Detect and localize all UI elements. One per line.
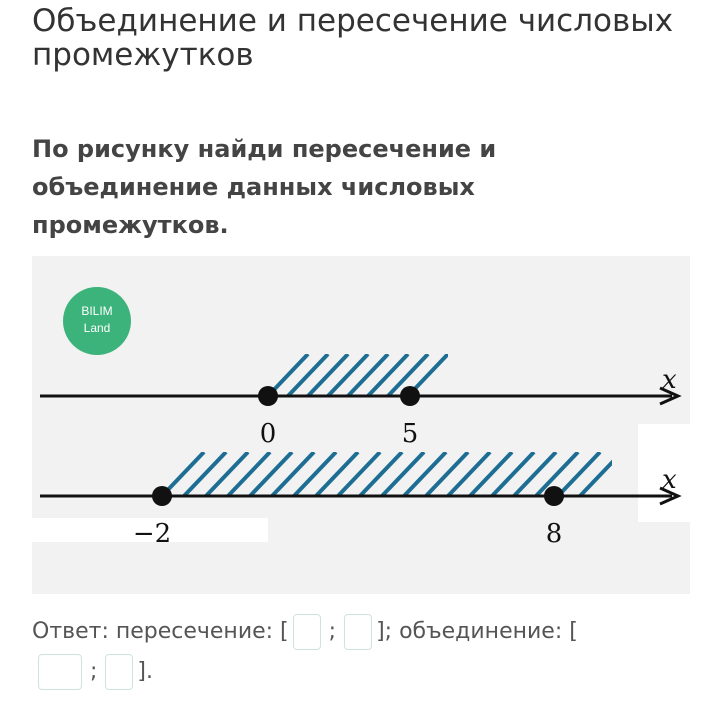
- tick-label-0: 0: [259, 419, 277, 449]
- number-line-2: [40, 452, 678, 549]
- bilim-land-logo: [63, 287, 131, 355]
- answer-prefix: Ответ: пересечение: [: [32, 619, 289, 644]
- union-start-input[interactable]: [38, 654, 82, 690]
- logo-text-line2: Land: [83, 321, 111, 335]
- answer-line: [32, 612, 692, 692]
- number-line-1: [40, 354, 678, 449]
- number-line-figure: [32, 256, 690, 594]
- point-8: [544, 486, 564, 506]
- answer-middle: ]; объединение: [: [376, 619, 578, 644]
- axis-label-x-2: x: [662, 465, 677, 495]
- intersection-start-input[interactable]: [293, 614, 321, 650]
- axis-label-x-1: x: [662, 365, 677, 395]
- answer-suffix: ].: [137, 659, 153, 684]
- intersection-end-input[interactable]: [344, 614, 372, 650]
- tick-label-minus-2: −2: [132, 519, 172, 549]
- semicolon-1: ;: [328, 619, 337, 644]
- point-5: [400, 386, 420, 406]
- tick-label-8: 8: [545, 519, 563, 549]
- tick-label-5: 5: [401, 419, 419, 449]
- semicolon-2: ;: [90, 659, 98, 684]
- question-text: По рисунку найди пересечение и объединение данных числовых промежутков.: [32, 135, 497, 239]
- point-minus-2: [152, 486, 172, 506]
- point-0: [258, 386, 278, 406]
- hatch-interval-0-5: [268, 354, 448, 396]
- union-end-input[interactable]: [105, 654, 133, 690]
- page-title: Объединение и пересечение числовых промежутков: [32, 3, 674, 73]
- logo-text-line1: BILIM: [81, 304, 113, 318]
